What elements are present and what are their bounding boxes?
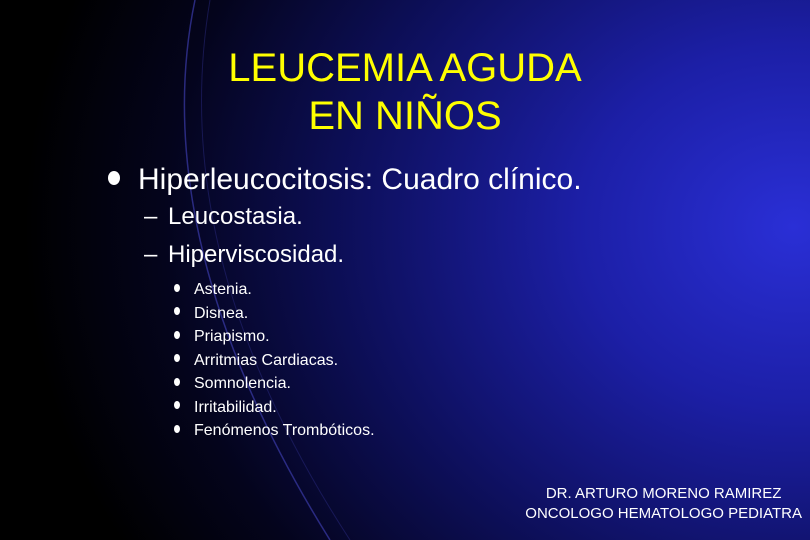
sub-bullet-text: Hiperviscosidad. xyxy=(168,241,345,268)
list-item-text: Fenómenos Trombóticos. xyxy=(194,422,375,439)
list-item xyxy=(174,325,375,349)
sub-bullet xyxy=(144,240,344,270)
list-item xyxy=(174,419,375,443)
list-item-text: Irritabilidad. xyxy=(194,398,277,416)
bullet-dot-icon xyxy=(174,425,180,433)
list-item-text: Astenia. xyxy=(194,281,252,298)
bullet-dot-icon xyxy=(174,401,180,409)
list-item xyxy=(174,349,375,373)
title-line-2: EN NIÑOS xyxy=(308,94,502,138)
bullet-dot-icon xyxy=(174,378,180,386)
list-item xyxy=(174,278,375,302)
symptom-list xyxy=(174,278,375,443)
bullet-dot-icon xyxy=(174,307,180,315)
bullet-dot-icon xyxy=(174,284,180,292)
list-item-text: Disnea. xyxy=(194,304,249,322)
title-line-1: LEUCEMIA AGUDA xyxy=(228,46,582,90)
list-item-text: Somnolencia. xyxy=(194,375,291,392)
list-item-text: Arritmias Cardiacas. xyxy=(194,351,339,369)
sub-bullet xyxy=(144,202,303,232)
main-bullet-text: Hiperleucocitosis: Cuadro clínico. xyxy=(138,163,582,196)
author-name: DR. ARTURO MORENO RAMIREZ xyxy=(545,485,782,502)
slide-title xyxy=(0,44,810,140)
list-item-text: Priapismo. xyxy=(194,328,270,345)
list-item xyxy=(174,372,375,396)
author-credit xyxy=(525,484,802,524)
dash-icon: – xyxy=(144,203,158,230)
list-item xyxy=(174,302,375,326)
bullet-dot-icon xyxy=(108,171,120,185)
author-title: ONCOLOGO HEMATOLOGO PEDIATRA xyxy=(525,505,802,522)
dash-icon: – xyxy=(144,241,158,268)
bullet-dot-icon xyxy=(174,354,180,362)
sub-bullet-text: Leucostasia. xyxy=(168,203,303,230)
main-bullet xyxy=(108,160,582,200)
list-item xyxy=(174,396,375,420)
bullet-dot-icon xyxy=(174,331,180,339)
